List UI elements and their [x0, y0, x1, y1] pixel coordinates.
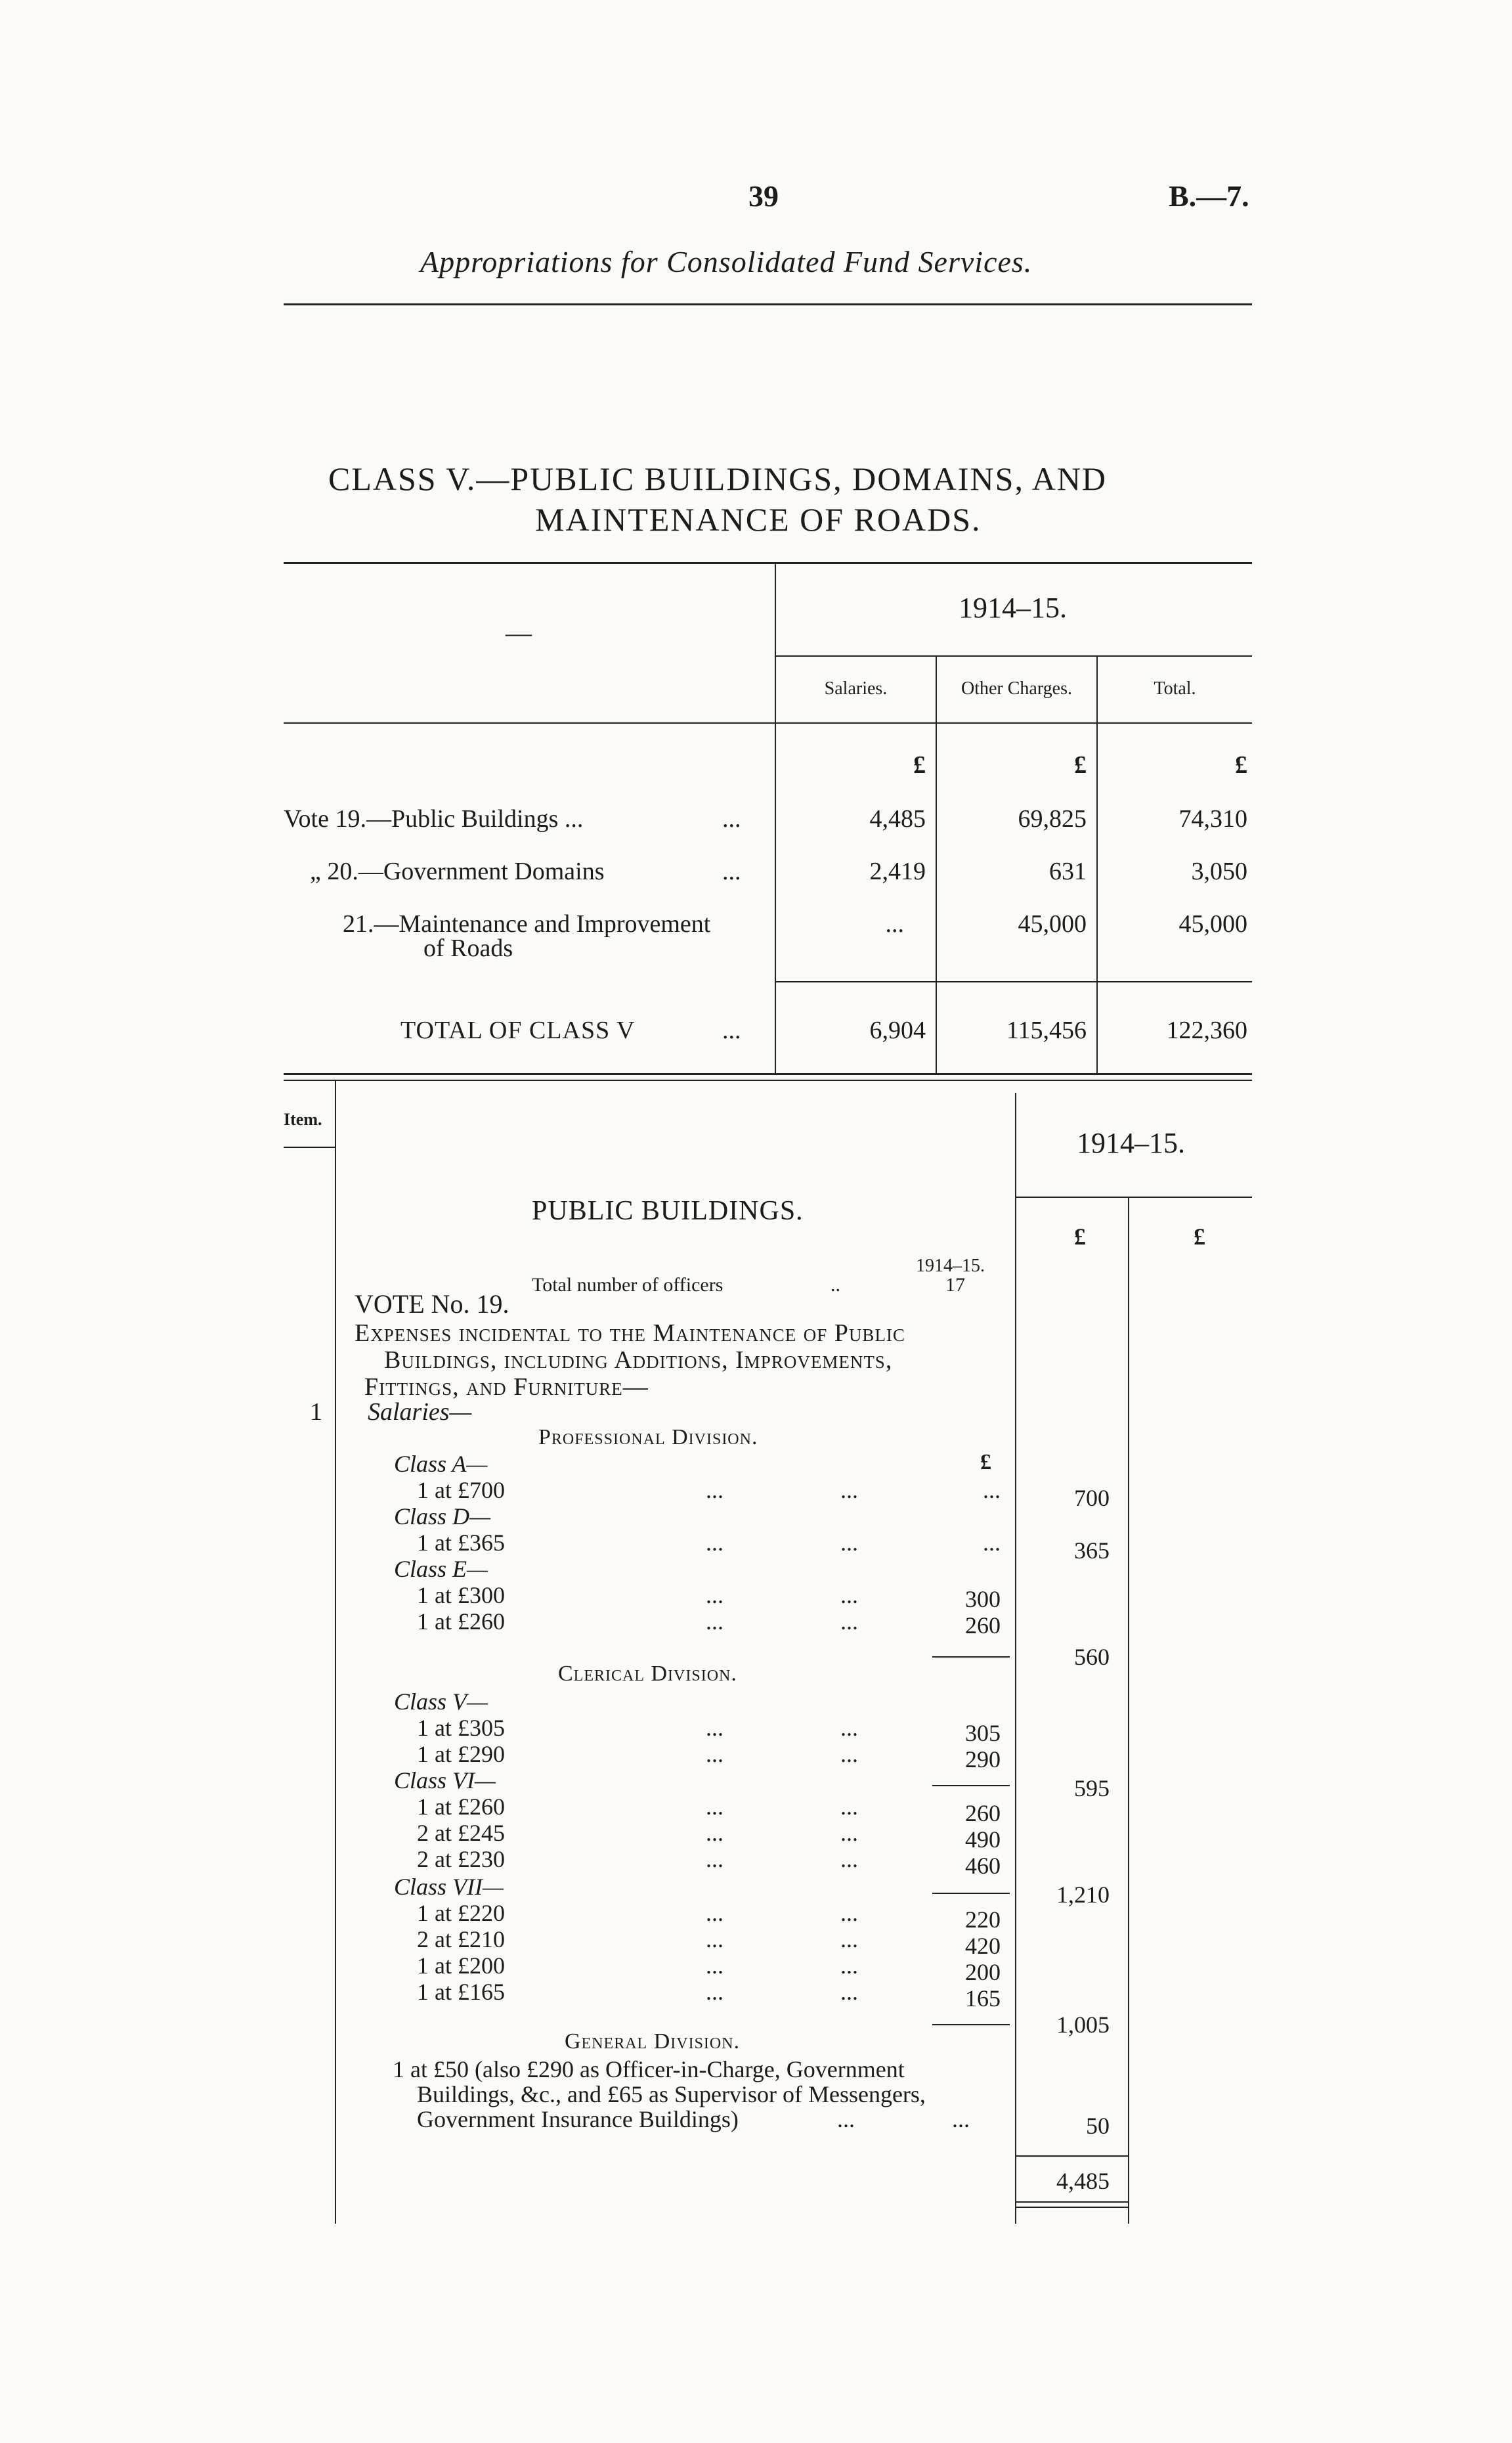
- general-line2: Buildings, &c., and £65 as Supervisor of Messengers,: [417, 2081, 926, 2107]
- summary-dash: —: [506, 618, 532, 648]
- row-total: 3,050: [1191, 858, 1247, 885]
- line-dots: ...: [706, 1900, 724, 1926]
- total-other: 115,456: [1006, 1017, 1087, 1044]
- line-inner-amount: 200: [965, 1959, 1001, 1985]
- line-dots: ...: [706, 1979, 724, 2005]
- line-inner-amount: 490: [965, 1826, 1001, 1853]
- general-line3: Government Insurance Buildings): [417, 2106, 739, 2132]
- row-label: Vote 19.—Public Buildings ...: [284, 805, 584, 833]
- salaries-label: Salaries—: [368, 1398, 472, 1426]
- row-other: 631: [1049, 858, 1087, 885]
- vote-grand-total: 4,485: [1056, 2168, 1110, 2194]
- page-number: 39: [748, 179, 779, 213]
- line-dots: ...: [706, 1846, 724, 1872]
- line-dots: ...: [706, 1820, 724, 1846]
- line-text: 2 at £245: [417, 1820, 505, 1846]
- vote-heading-line2: Buildings, including Additions, Improvements,: [384, 1346, 893, 1374]
- class-vii-label: Class VII—: [394, 1874, 504, 1900]
- line-dots: ...: [706, 1530, 724, 1556]
- item-header: Item.: [284, 1110, 322, 1129]
- officers-year: 1914–15.: [916, 1256, 985, 1276]
- row-salaries: 2,419: [869, 858, 926, 885]
- detail-year: 1914–15.: [1077, 1127, 1185, 1159]
- line-dots: ...: [840, 1846, 858, 1872]
- line-inner-amount: 260: [965, 1800, 1001, 1826]
- vote-heading-line3: Fittings, and Furniture—: [364, 1373, 649, 1401]
- vote-number: VOTE No. 19.: [355, 1289, 509, 1319]
- detail-currency-1: £: [1074, 1223, 1086, 1250]
- line-inner-amount: 420: [965, 1933, 1001, 1959]
- col-other-header: Other Charges.: [961, 678, 1072, 699]
- row-label-continued: of Roads: [423, 935, 513, 962]
- class-v-label: Class V—: [394, 1688, 488, 1715]
- line-text: 2 at £230: [417, 1846, 505, 1872]
- class-e-label: Class E—: [394, 1556, 488, 1582]
- officers-label: Total number of officers: [532, 1274, 724, 1296]
- clerical-division: Clerical Division.: [558, 1662, 737, 1686]
- line-dots: ...: [706, 1715, 724, 1741]
- line-dots: ...: [706, 1926, 724, 1952]
- line-inner-amount: 220: [965, 1906, 1001, 1933]
- item-number: 1: [310, 1398, 322, 1426]
- line-outer-amount: 700: [1074, 1485, 1110, 1511]
- line-dots: ...: [706, 1794, 724, 1820]
- line-dots: ...: [840, 1715, 858, 1741]
- class-title-line2: MAINTENANCE OF ROADS.: [535, 501, 982, 538]
- col-total-header: Total.: [1154, 678, 1196, 699]
- general-amount: 50: [1086, 2113, 1110, 2139]
- line-dots: ...: [840, 1530, 858, 1556]
- officers-count: 17: [945, 1274, 965, 1296]
- row-dots: ...: [722, 805, 741, 833]
- line-text: 1 at £220: [417, 1900, 505, 1926]
- total-salaries: 6,904: [869, 1017, 926, 1044]
- line-text: 1 at £700: [417, 1477, 505, 1503]
- line-dots: ...: [706, 1608, 724, 1635]
- line-dots: ...: [840, 1926, 858, 1952]
- line-text: 1 at £260: [417, 1794, 505, 1820]
- col-salaries-header: Salaries.: [824, 678, 888, 699]
- total-total: 122,360: [1166, 1017, 1247, 1044]
- currency-other: £: [1074, 751, 1087, 779]
- total-label: TOTAL OF CLASS V: [400, 1017, 636, 1044]
- row-salaries: ...: [885, 910, 904, 938]
- line-text: 1 at £260: [417, 1608, 505, 1635]
- line-dots: ...: [840, 1820, 858, 1846]
- class-d-label: Class D—: [394, 1503, 491, 1530]
- professional-division: Professional Division.: [538, 1425, 758, 1449]
- subtotal-class-v: 595: [1074, 1775, 1110, 1801]
- subtotal-class-vi: 1,210: [1056, 1882, 1110, 1908]
- line-text: 1 at £300: [417, 1582, 505, 1608]
- line-dots: ...: [840, 1900, 858, 1926]
- general-dots-1: ...: [837, 2106, 855, 2132]
- line-inner-amount: ...: [983, 1477, 1001, 1503]
- row-salaries: 4,485: [869, 805, 926, 833]
- page-subtitle: Appropriations for Consolidated Fund Services.: [420, 245, 1033, 278]
- vote-heading-line1: Expenses incidental to the Maintenance of Public: [355, 1319, 905, 1347]
- general-dots-2: ...: [952, 2106, 970, 2132]
- line-dots: ...: [840, 1608, 858, 1635]
- subtotal-class-e: 560: [1074, 1644, 1110, 1670]
- class-a-label: Class A—: [394, 1451, 488, 1477]
- line-inner-amount: 260: [965, 1612, 1001, 1639]
- detail-currency-2: £: [1194, 1223, 1205, 1250]
- currency-salaries: £: [913, 751, 926, 779]
- row-total: 74,310: [1178, 805, 1247, 833]
- currency-total: £: [1235, 751, 1247, 779]
- row-total: 45,000: [1178, 910, 1247, 938]
- class-vi-label: Class VI—: [394, 1767, 496, 1794]
- row-label: „ 20.—Government Domains: [310, 858, 605, 885]
- row-other: 69,825: [1018, 805, 1087, 833]
- line-text: 1 at £165: [417, 1979, 505, 2005]
- line-dots: ...: [706, 1477, 724, 1503]
- line-dots: ...: [840, 1979, 858, 2005]
- row-other: 45,000: [1018, 910, 1087, 938]
- header-rule: [284, 303, 1252, 305]
- line-dots: ...: [840, 1582, 858, 1608]
- document-ref: B.—7.: [1169, 179, 1249, 213]
- line-text: 1 at £305: [417, 1715, 505, 1741]
- line-inner-amount: 290: [965, 1746, 1001, 1772]
- total-dots: ...: [722, 1017, 741, 1044]
- line-dots: ...: [706, 1741, 724, 1767]
- line-dots: ...: [840, 1794, 858, 1820]
- line-text: 1 at £290: [417, 1741, 505, 1767]
- subtotal-class-vii: 1,005: [1056, 2012, 1110, 2038]
- officers-dots: ..: [831, 1274, 840, 1296]
- line-text: 1 at £365: [417, 1530, 505, 1556]
- general-line1: 1 at £50 (also £290 as Officer-in-Charge, Government: [393, 2056, 905, 2082]
- summary-year: 1914–15.: [959, 592, 1067, 624]
- line-text: 2 at £210: [417, 1926, 505, 1952]
- line-inner-amount: 305: [965, 1720, 1001, 1746]
- line-inner-amount: ...: [983, 1530, 1001, 1556]
- line-inner-amount: 300: [965, 1586, 1001, 1612]
- line-dots: ...: [706, 1952, 724, 1979]
- line-inner-amount: 460: [965, 1853, 1001, 1879]
- row-dots: ...: [722, 858, 741, 885]
- general-division: General Division.: [565, 2029, 741, 2054]
- line-outer-amount: 365: [1074, 1537, 1110, 1564]
- line-dots: ...: [840, 1741, 858, 1767]
- section-title: PUBLIC BUILDINGS.: [532, 1196, 804, 1226]
- line-text: 1 at £200: [417, 1952, 505, 1979]
- line-dots: ...: [706, 1582, 724, 1608]
- inner-currency: £: [980, 1450, 991, 1474]
- line-inner-amount: 165: [965, 1985, 1001, 2012]
- class-title-line1: CLASS V.—PUBLIC BUILDINGS, DOMAINS, AND: [328, 460, 1108, 497]
- line-dots: ...: [840, 1477, 858, 1503]
- row-label: 21.—Maintenance and Improvement: [343, 910, 711, 938]
- line-dots: ...: [840, 1952, 858, 1979]
